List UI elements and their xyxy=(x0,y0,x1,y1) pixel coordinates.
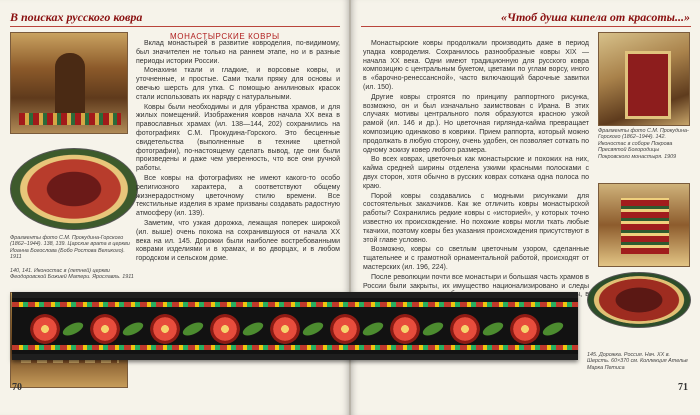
runner-caption: 145. Дорожка. Россия. Нач. XX в. Шерсть. 60×370 см. Коллекция Ателье Марка Петиса xyxy=(587,352,688,371)
section-title: МОНАСТЫРСКИЕ КОВРЫ xyxy=(170,32,280,41)
paragraph: Монастырские ковры продолжали производить даже в период упадка ковроделия. Сохранилось разнообразные ковры XIX — начала XX века. Одни имеют традиционную для русского ковра композицию с центральным букетом, цветами по углам ворсу, иного в «барочно-ренессансной», часто включающий барочные завитки (ил. 150). xyxy=(363,40,589,91)
leaf-motif xyxy=(301,320,325,338)
leaf-motif xyxy=(361,320,385,338)
floral-runner-carpet xyxy=(12,292,578,360)
page-number: 71 xyxy=(678,382,688,393)
paragraph: Заметим, что узкая дорожка, лежащая поперек широкой (ил. выше) очень похожа на сохранившуюся от начала XX века на ил. 145. Дорожки были наиболее востребованными коврами изделиями и в храмах, и во дворцах, и в любом городском и сельском доме. xyxy=(136,219,340,263)
leaf-motif xyxy=(181,320,205,338)
paragraph: Порой ковры создавались с модными рисунками для состоятельных заказчиков. Как же отличить ковры монастырской работы? Сохранились редкие ковры с «историей», у которых точно известно их происхождение. Но похожие ковры могли ткать любые ткачихи, поэтому ковры без указания происхождения присутствуют в этой главе условно. xyxy=(363,192,589,244)
leaf-motif xyxy=(481,320,505,338)
leaf-motif xyxy=(121,320,145,338)
rose-motif xyxy=(30,314,60,344)
runner-border xyxy=(12,302,578,307)
rose-motif xyxy=(270,314,300,344)
photo-caption: 140, 141. Иконостас в (летней) церкви Феодоровской Божией Матери. Ярославль. 1911 xyxy=(10,268,134,281)
header-rule xyxy=(361,26,691,27)
leaf-motif xyxy=(61,320,85,338)
smolensk-church-photo xyxy=(598,183,690,267)
right-body-text xyxy=(363,40,589,310)
paragraph: Все ковры на фотографиях не имеют какого-то особо религиозного характера, а соответствуют общему жизнерадостному цветочному стилю времени. Все текстильные изделия в храме призваны создавать радостную атмосферу (ил. 139). xyxy=(136,174,340,218)
left-running-head: В поисках русского ковра xyxy=(10,10,143,24)
rose-motif xyxy=(330,314,360,344)
rose-motif xyxy=(450,314,480,344)
paragraph: Монахини ткали и гладкие, и ворсовые ковры, и уточненные, и простые. Сами ткали пряжу для основы и овечью шерсть для утка. С помощью анилиновых красок стали использовать их наряду с натуральными. xyxy=(136,67,340,101)
round-carpet-photo xyxy=(10,148,138,230)
rose-motif xyxy=(90,314,120,344)
right-running-head: «Чтоб душа кипела от красоты...» xyxy=(501,10,690,24)
runner-border xyxy=(12,345,578,350)
left-body-text xyxy=(136,40,340,265)
photo-caption: Фрагменты фото С.М. Прокудина-Горского (1862–1944). 138, 139. Царские врата в церкви Иоанна Богослова (Бобо Ростова Великого). 1911 xyxy=(10,235,130,261)
leaf-motif xyxy=(241,320,265,338)
oval-carpet-photo xyxy=(587,272,691,328)
header-rule xyxy=(10,26,340,27)
paragraph: После революции почти все монастыри и большая часть храмов в России были закрыты, их имущество национализировано и следы xyxy=(363,273,589,290)
royal-doors-photo xyxy=(10,32,128,134)
rose-motif xyxy=(510,314,540,344)
paragraph: Во всех коврах, цветочных как монастырские и похожих на них, кайма средней ширины отделена узкими красными полосками с двух сторон, хотя обычно в русских коврах соткана одна полоса по краю. xyxy=(363,156,589,190)
paragraph: Возможно, ковры со светлым цветочным узором, сделанные тщательнее и с грамотной орнаментальной работой, происходят от мастерских (ил. 196, 224). xyxy=(363,246,589,271)
paragraph: Другие ковры строятся по принципу раппортного рисунка, возможно, он и был изначально заимствован с Ирана. В этих случаях мотивы центрального поля образуются красною узкой рамой (ил. 146 и др.). Но цветочная гирлянда-кайма превращает композицию одинаково в коврики. Прием раппорта, который можно продолжать в любую сторону, очень удобен, он позволяет соткать по одному эскизу ковер любого размера. xyxy=(363,93,589,154)
page-number: 70 xyxy=(12,382,22,393)
paragraph: Ковры были необходимы и для убранства храмов, и для жилых помещений. Изображения ковров начала XX века в православных храмах (ил. 138—144, 202) сохранились на фотографиях С.М. Прокудина-Горского. Это бесценные свидетельства (выполненные в технике цветной фотографии), по-настоящему сделать вывод, где они были произведены и даже чем уверенность, что все они ручной работы. xyxy=(136,103,340,173)
rose-motif xyxy=(150,314,180,344)
rose-motif xyxy=(390,314,420,344)
photo-caption: Фрагменты фото С.М. Прокудина-Горского (1862–1944). 142. Иконостас в соборе Покрова Пресвятой Богородицы Покровского монастыря. 1909 xyxy=(598,128,689,160)
rose-motif xyxy=(210,314,240,344)
leaf-motif xyxy=(541,320,565,338)
paragraph: Вклад монастырей в развитие ковроделия, по-видимому, был значителен не только на раннем этапе, но и в разные периоды истории России. xyxy=(136,40,340,65)
pokrov-iconostasis-photo xyxy=(598,32,690,126)
leaf-motif xyxy=(421,320,445,338)
